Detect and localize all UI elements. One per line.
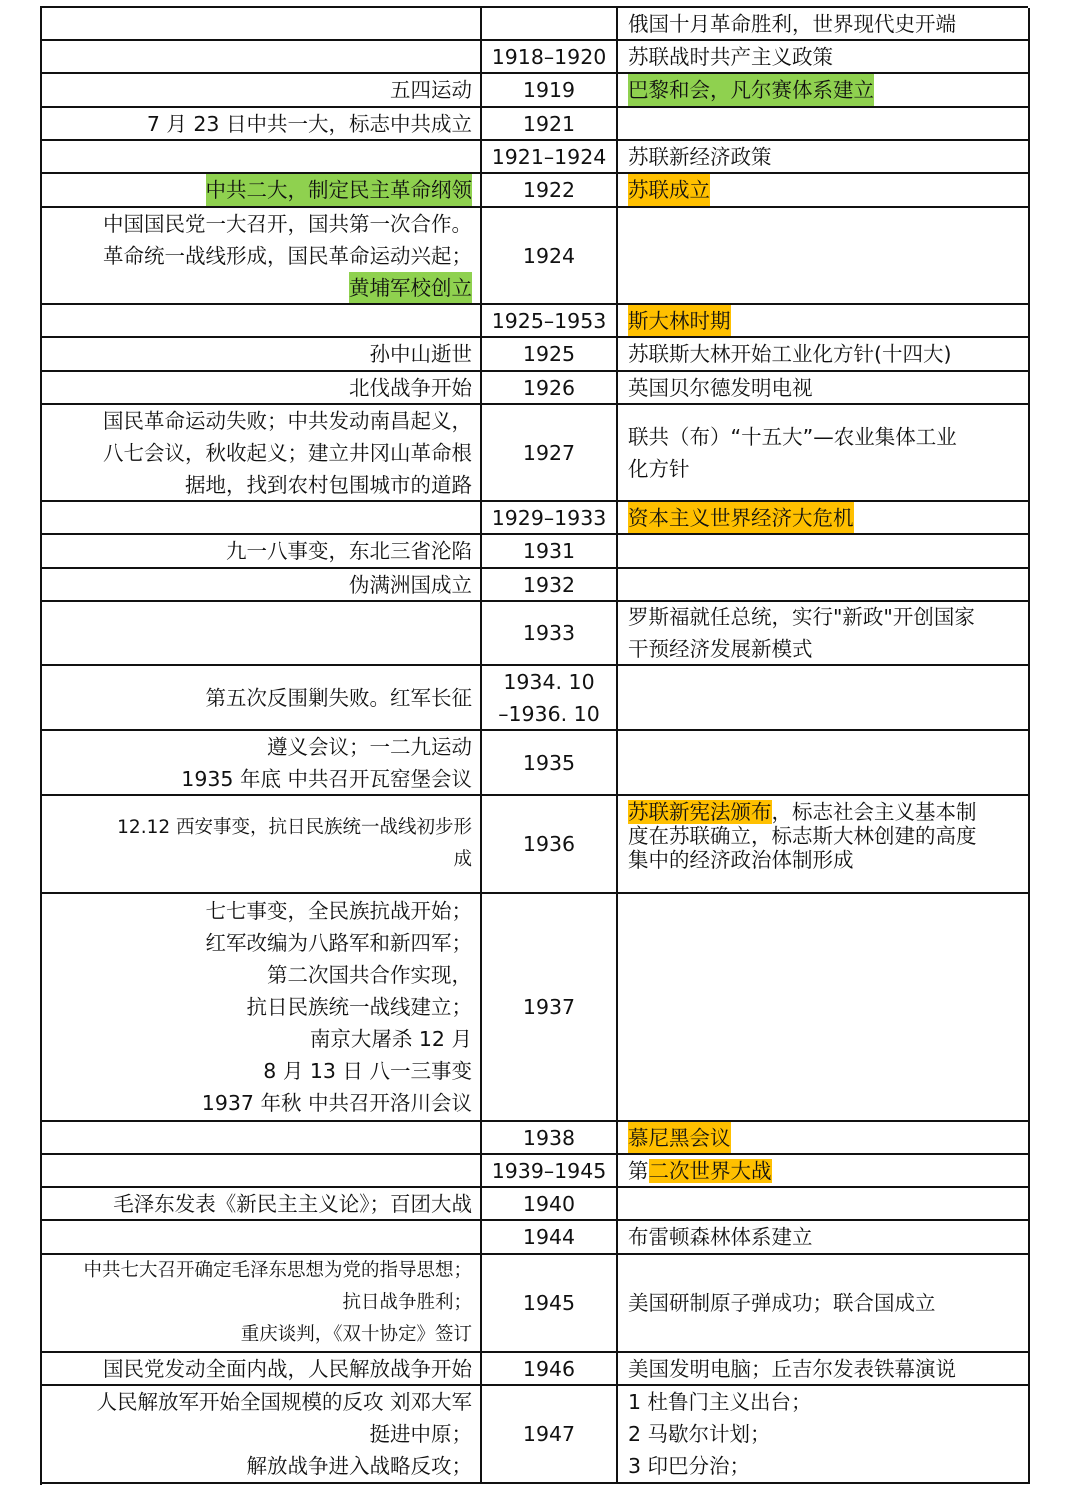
china-event-line: 1935 年底 中共召开瓦窑堡会议 [181, 766, 472, 791]
year-cell [482, 535, 618, 569]
world-event-cell [618, 338, 1030, 372]
world-event-cell [618, 405, 1030, 502]
china-event-line: 七七事变，全民族抗战开始； [205, 899, 472, 923]
year-label: 1934. 10 [503, 669, 595, 694]
china-event-cell [42, 1122, 482, 1155]
world-event-cell [618, 174, 1030, 208]
world-event-line: 2 马歇尔计划； [628, 1422, 771, 1446]
world-event-cell [618, 208, 1030, 305]
world-event-line [628, 800, 977, 824]
world-event-cell [618, 602, 1030, 666]
year-label: 1936 [522, 832, 576, 856]
world-event-line: 俄国十月革命胜利，世界现代史开端 [628, 11, 956, 36]
china-event-cell [42, 1155, 482, 1188]
world-event-line: 苏联斯大林开始工业化方针(十四大) [628, 342, 952, 366]
year-cell [482, 141, 618, 174]
china-event-line: 五四运动 [390, 78, 472, 102]
year-cell [482, 1353, 618, 1386]
china-event-cell [42, 796, 482, 894]
world-event-cell [618, 1122, 1030, 1155]
world-event-line: 苏联新经济政策 [628, 144, 772, 169]
year-label: –1936. 10 [498, 701, 600, 726]
china-event-cell [42, 305, 482, 338]
year-label: 1925–1953 [491, 308, 607, 333]
year-cell [482, 1155, 618, 1188]
history-timeline-table [40, 6, 1028, 1485]
year-label: 1926 [522, 375, 576, 400]
world-event-line: 美国研制原子弹成功；联合国成立 [628, 1291, 936, 1315]
year-cell [482, 502, 618, 535]
world-event-line: 集中的经济政治体制形成 [628, 848, 854, 872]
year-label: 1925 [522, 342, 576, 366]
year-label: 1946 [522, 1356, 576, 1381]
china-event-line: 第五次反围剿失败。红军长征 [205, 685, 472, 710]
china-event-line: 据地，找到农村包围城市的道路 [185, 472, 472, 497]
world-event-cell [618, 1221, 1030, 1255]
china-event-line: 伪满洲国成立 [349, 572, 472, 597]
china-event-line: 南京大屠杀 12 月 [309, 1027, 472, 1051]
year-label: 1931 [522, 539, 576, 563]
year-label: 1921 [522, 111, 576, 136]
world-event-highlight: 苏联新宪法颁布 [628, 800, 772, 824]
china-event-cell [42, 1353, 482, 1386]
china-event-line: 遵义会议；一二九运动 [267, 734, 472, 759]
year-label: 1939–1945 [491, 1158, 607, 1183]
year-label: 1933 [522, 621, 576, 645]
china-event-cell [42, 1255, 482, 1353]
china-event-cell [42, 8, 482, 41]
china-event-cell [42, 405, 482, 502]
year-label: 1945 [522, 1291, 576, 1315]
year-label: 1932 [522, 572, 576, 597]
year-cell [482, 1386, 618, 1484]
world-event-line: 度在苏联确立，标志斯大林创建的高度 [628, 824, 977, 848]
china-event-line: 人民解放军开始全国规模的反攻 刘邓大军 [96, 1390, 472, 1414]
year-label: 1919 [522, 78, 576, 102]
world-event-line [628, 1155, 772, 1187]
china-event-cell [42, 41, 482, 74]
china-event-line: 8 月 13 日 八一三事变 [263, 1059, 472, 1083]
world-event-line: 1 杜鲁门主义出台； [628, 1390, 812, 1414]
year-cell [482, 731, 618, 796]
world-event-cell [618, 8, 1030, 41]
year-label: 1938 [522, 1125, 576, 1150]
china-event-line: 抗日民族统一战线建立； [246, 995, 472, 1019]
world-event-cell [618, 141, 1030, 174]
world-event-cell [618, 108, 1030, 141]
china-event-cell [42, 108, 482, 141]
world-event-line: 苏联成立 [628, 174, 710, 206]
china-event-cell [42, 338, 482, 372]
year-cell [482, 1255, 618, 1353]
world-event-line: 美国发明电脑；丘吉尔发表铁幕演说 [628, 1356, 956, 1381]
china-event-line: 抗日战争胜利； [342, 1292, 472, 1313]
world-event-line: 巴黎和会，凡尔赛体系建立 [628, 74, 874, 106]
year-label: 1940 [522, 1191, 576, 1216]
year-label: 1922 [522, 178, 576, 202]
world-event-highlight: 第 [628, 1158, 649, 1183]
world-event-line: 资本主义世界经济大危机 [628, 502, 854, 534]
world-event-cell [618, 1255, 1030, 1353]
world-event-line: 罗斯福就任总统，实行"新政"开创国家 [628, 605, 975, 629]
world-event-cell [618, 894, 1030, 1122]
china-event-line: 九一八事变，东北三省沦陷 [226, 539, 472, 563]
china-event-line: 中国国民党一大召开，国共第一次合作。 [103, 211, 472, 236]
world-event-line: 斯大林时期 [628, 305, 731, 337]
world-event-cell [618, 502, 1030, 535]
year-label: 1924 [522, 243, 576, 268]
year-cell [482, 108, 618, 141]
year-cell [482, 174, 618, 208]
world-event-line: 慕尼黑会议 [628, 1122, 731, 1154]
china-event-line: 解放战争进入战略反攻； [246, 1454, 472, 1478]
year-cell [482, 74, 618, 108]
world-event-cell [618, 1386, 1030, 1484]
china-event-cell [42, 174, 482, 208]
world-event-cell [618, 372, 1030, 405]
world-event-cell [618, 305, 1030, 338]
world-event-line: 英国贝尔德发明电视 [628, 375, 813, 400]
year-cell [482, 602, 618, 666]
china-event-cell [42, 569, 482, 602]
china-event-cell [42, 1221, 482, 1255]
china-event-line: 国民革命运动失败；中共发动南昌起义， [103, 408, 472, 433]
china-event-line: 孙中山逝世 [369, 342, 472, 366]
year-label: 1947 [522, 1422, 576, 1446]
china-event-cell [42, 502, 482, 535]
china-event-line: 红军改编为八路军和新四军； [205, 931, 472, 955]
world-event-cell [618, 569, 1030, 602]
china-event-line: 国民党发动全面内战，人民解放战争开始 [103, 1356, 472, 1381]
china-event-line: 第二次国共合作实现， [267, 963, 472, 987]
china-event-line: 北伐战争开始 [349, 375, 472, 400]
world-event-cell [618, 535, 1030, 569]
world-event-cell [618, 41, 1030, 74]
year-cell [482, 1221, 618, 1255]
year-cell [482, 405, 618, 502]
china-event-cell [42, 74, 482, 108]
year-label: 1937 [522, 995, 576, 1019]
year-cell [482, 8, 618, 41]
year-cell [482, 796, 618, 894]
year-label: 1921–1924 [491, 144, 607, 169]
china-event-cell [42, 1386, 482, 1484]
world-event-cell [618, 1155, 1030, 1188]
year-label: 1944 [522, 1225, 576, 1249]
world-event-cell [618, 1188, 1030, 1221]
china-event-line: 重庆谈判，《双十协定》签订 [240, 1324, 472, 1345]
world-event-cell [618, 1353, 1030, 1386]
world-event-line: 3 印巴分治； [628, 1454, 751, 1478]
year-cell [482, 666, 618, 731]
year-cell [482, 305, 618, 338]
year-cell [482, 1188, 618, 1221]
china-event-line: 革命统一战线形成，国民革命运动兴起； [103, 243, 472, 268]
year-label: 1927 [522, 440, 576, 465]
china-event-line: 成 [453, 849, 472, 870]
year-cell [482, 208, 618, 305]
china-event-cell [42, 731, 482, 796]
world-event-cell [618, 74, 1030, 108]
year-cell [482, 338, 618, 372]
world-event-cell [618, 796, 1030, 894]
china-event-cell [42, 666, 482, 731]
china-event-line: 1937 年秋 中共召开洛川会议 [201, 1091, 472, 1115]
china-event-cell [42, 372, 482, 405]
china-event-line: 7 月 23 日中共一大，标志中共成立 [146, 111, 472, 136]
china-event-line: 12.12 西安事变，抗日民族统一战线初步形 [117, 817, 472, 838]
year-cell [482, 894, 618, 1122]
china-event-cell [42, 894, 482, 1122]
china-event-line: 八七会议，秋收起义；建立井冈山革命根 [103, 440, 472, 465]
world-event-line: 干预经济发展新模式 [628, 637, 813, 661]
world-event-line: 化方针 [628, 456, 690, 481]
china-event-cell [42, 1188, 482, 1221]
china-event-line: 黄埔军校创立 [349, 272, 472, 304]
world-event-cell [618, 731, 1030, 796]
china-event-line: 中共二大，制定民主革命纲领 [206, 174, 473, 206]
year-label: 1935 [522, 750, 576, 775]
china-event-line: 中共七大召开确定毛泽东思想为党的指导思想； [83, 1260, 472, 1281]
year-cell [482, 372, 618, 405]
year-cell [482, 569, 618, 602]
china-event-cell [42, 208, 482, 305]
year-label: 1929–1933 [491, 505, 607, 530]
china-event-cell [42, 141, 482, 174]
year-cell [482, 41, 618, 74]
year-cell [482, 1122, 618, 1155]
year-label: 1918–1920 [491, 44, 607, 69]
world-event-cell [618, 666, 1030, 731]
china-event-cell [42, 602, 482, 666]
world-event-line: 联共（布）“十五大”—农业集体工业 [628, 424, 957, 449]
china-event-line: 挺进中原； [369, 1422, 472, 1446]
china-event-cell [42, 535, 482, 569]
world-event-line: 布雷顿森林体系建立 [628, 1225, 813, 1249]
world-event-line: 苏联战时共产主义政策 [628, 44, 833, 69]
world-event-tail: ，标志社会主义基本制 [771, 800, 977, 824]
world-event-tail: 二次世界大战 [648, 1158, 772, 1183]
china-event-line: 毛泽东发表《新民主主义论》；百团大战 [113, 1191, 472, 1216]
